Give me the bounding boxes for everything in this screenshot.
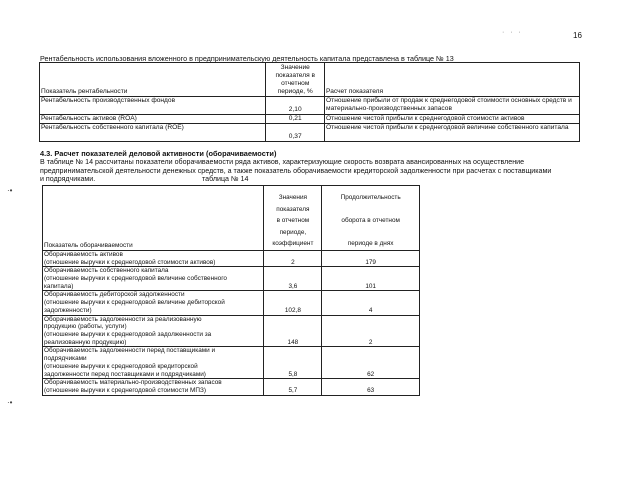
table-13	[39, 62, 580, 142]
table-row	[43, 315, 420, 347]
row-days: 101	[322, 267, 420, 291]
row-calc: Отношение чистой прибыли к среднегодовой стоимости активов	[325, 115, 580, 124]
row-days: 179	[322, 250, 420, 266]
table-row	[43, 250, 420, 266]
table-row	[43, 379, 420, 395]
header-value: Значение показателя в отчетном периоде, %	[266, 63, 325, 97]
row-value: 5,7	[264, 379, 322, 395]
header-calculation: Расчет показателя	[325, 63, 580, 97]
row-value: 5,8	[264, 347, 322, 379]
row-value: 3,6	[264, 267, 322, 291]
table-row	[40, 115, 580, 124]
row-calc: Отношение прибыли от продаж к среднегодовой стоимости основных средств и материально-производственных запасов	[325, 97, 580, 115]
row-name: Оборачиваемость задолженности за реализованную продукцию (работы, услуги) (отношение выручки к среднегодовой задолженности за реализованную продукцию)	[43, 315, 264, 347]
margin-mark: ·•	[7, 186, 13, 195]
section-paragraph	[40, 158, 585, 184]
paragraph-line: В таблице № 14 рассчитаны показатели оборачиваемости ряда активов, характеризующие скорость возврата авансированных на осуществление	[40, 158, 525, 166]
row-days: 2	[322, 315, 420, 347]
row-name: Оборачиваемость дебиторской задолженности (отношение выручки к среднегодовой величине дебиторской задолженности)	[43, 291, 264, 315]
row-name: Рентабельность активов (ROA)	[40, 115, 266, 124]
row-name: Оборачиваемость активов (отношение выручки к среднегодовой стоимости активов)	[43, 250, 264, 266]
row-value: 2,10	[266, 97, 325, 115]
header-duration: Продолжительность оборота в отчетном периоде в днях	[322, 186, 420, 251]
table-row	[43, 291, 420, 315]
row-name: Оборачиваемость собственного капитала (отношение выручки к среднегодовой величине собственного капитала)	[43, 267, 264, 291]
row-calc: Отношение чистой прибыли к среднегодовой величине собственного капитала	[325, 124, 580, 142]
header-indicator: Показатель оборачиваемости	[43, 186, 264, 251]
page-number: 16	[573, 31, 582, 40]
row-value: 148	[264, 315, 322, 347]
header-value: Значения показателя в отчетном периоде, коэффициент	[264, 186, 322, 251]
table-14-caption: таблица № 14	[202, 175, 249, 183]
header-indicator: Показатель рентабельности	[40, 63, 266, 97]
table-header	[40, 63, 580, 97]
row-value: 0,21	[266, 115, 325, 124]
table-row	[40, 97, 580, 115]
row-days: 4	[322, 291, 420, 315]
intro-line: Рентабельность использования вложенного в предпринимательскую деятельность капитала представлена в таблице № 13	[40, 54, 454, 63]
row-value: 102,8	[264, 291, 322, 315]
table-14	[42, 185, 420, 396]
row-name: Рентабельность собственного капитала (ROE)	[40, 124, 266, 142]
row-name: Оборачиваемость задолженности перед поставщиками и подрядчиками (отношение выручки к среднегодовой кредиторской задолженности перед поставщиками и подрядчиками)	[43, 347, 264, 379]
table-row	[43, 267, 420, 291]
row-value: 0,37	[266, 124, 325, 142]
paragraph-line: предпринимательской деятельности денежных средств, а также показатель оборачиваемости кредиторской задолженности при расчетах с поставщиками	[40, 166, 552, 175]
row-days: 63	[322, 379, 420, 395]
scan-marks: · · ·	[502, 29, 523, 36]
row-days: 62	[322, 347, 420, 379]
paragraph-line: и подрядчиками.	[40, 175, 96, 184]
row-name: Рентабельность производственных фондов	[40, 97, 266, 115]
table-row	[40, 124, 580, 142]
table-header	[43, 186, 420, 251]
row-name: Оборачиваемость материально-производственных запасов (отношение выручки к среднегодовой стоимости МПЗ)	[43, 379, 264, 395]
table-row	[43, 347, 420, 379]
row-value: 2	[264, 250, 322, 266]
section-heading: 4.3. Расчет показателей деловой активности (оборачиваемости)	[40, 149, 277, 158]
margin-mark: ·•	[7, 398, 13, 407]
